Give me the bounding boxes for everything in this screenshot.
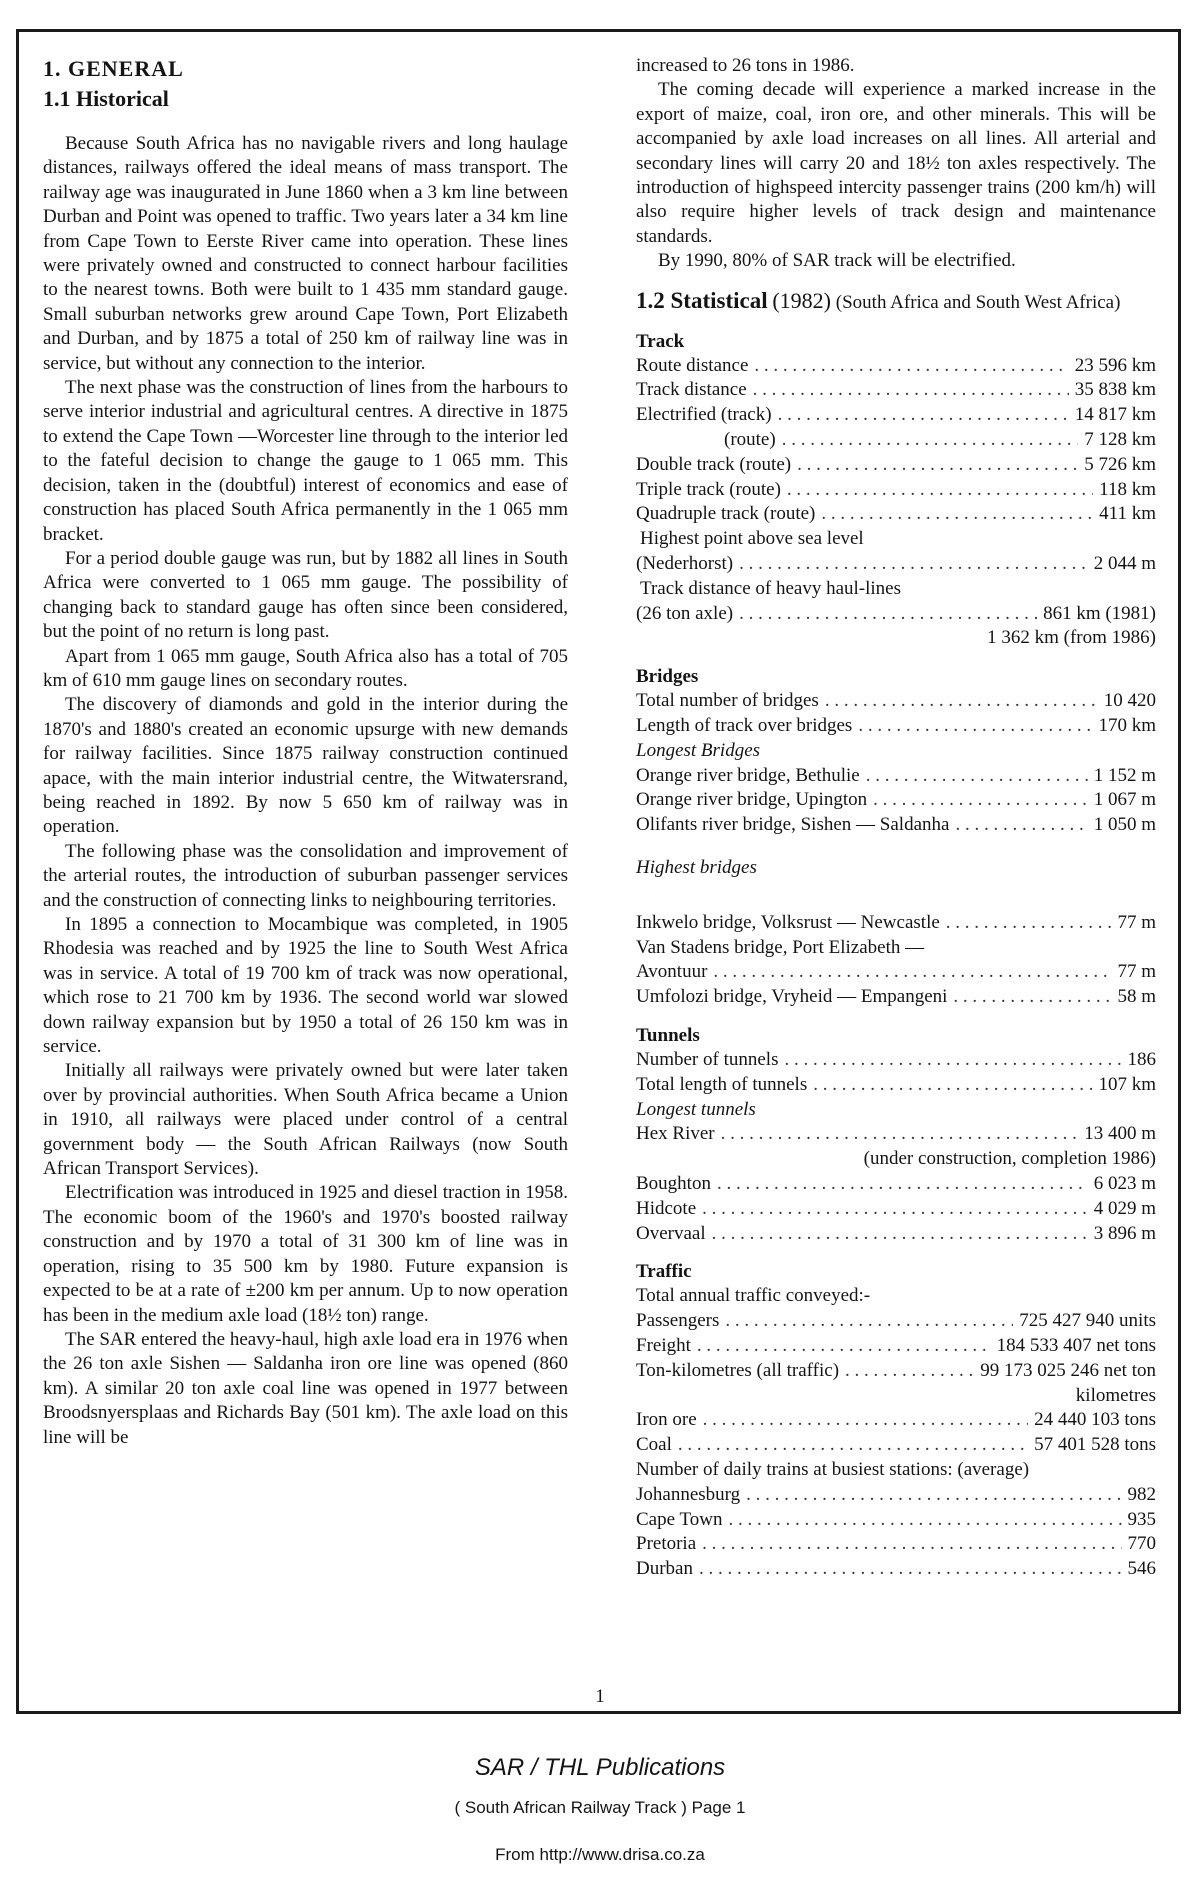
- stat-value: 861 km (1981): [1043, 602, 1156, 624]
- stat-label: Total number of bridges: [636, 690, 819, 712]
- body-paragraph: The following phase was the consolidation and improvement of the arterial routes, the introduction of suburban passenger services and the construction of connecting links to neighbouring territories.: [43, 840, 568, 911]
- stat-label-line: Van Stadens bridge, Port Elizabeth —: [636, 936, 925, 958]
- tunnels-heading: Tunnels: [636, 1024, 700, 1046]
- stat-label: Cape Town: [636, 1508, 723, 1530]
- stat-value: 1 050 m: [1093, 814, 1156, 836]
- stat-label: Hidcote: [636, 1197, 697, 1219]
- stat-label: Durban: [636, 1558, 693, 1580]
- body-paragraph: For a period double gauge was run, but by 1882 all lines in South Africa were converted to 1 065 mm gauge. The possibility of changing back to standard gauge has often since been considered, but the point of no return is long past.: [43, 547, 568, 643]
- stat-row: [636, 1334, 1156, 1359]
- stat-value: 57 401 528 tons: [1034, 1434, 1156, 1456]
- longest-bridges-subheading: Longest Bridges: [636, 739, 761, 761]
- stat-label: Number of tunnels: [636, 1048, 779, 1070]
- stat-label: Orange river bridge, Upington: [636, 789, 868, 811]
- leader-dots: [754, 354, 1068, 379]
- stat-value: 107 km: [1098, 1073, 1156, 1095]
- stat-row: [636, 1073, 1156, 1098]
- stat-row: [636, 813, 1156, 838]
- stat-value: 4 029 m: [1093, 1197, 1156, 1219]
- stat-row: [636, 378, 1156, 403]
- stat-value: 546: [1127, 1558, 1156, 1580]
- body-paragraph: The next phase was the construction of lines from the harbours to serve interior industrial and agricultural centres. A directive in 1875 to extend the Cape Town —Worcester line through to the interior led to the fateful decision to change the gauge to 1 065 mm. This decision, taken in the (doubtful) interest of economics and ease of construction has placed South Africa permanently in the 1 065 mm bracket.: [43, 377, 568, 545]
- stat-value: 35 838 km: [1074, 379, 1156, 401]
- stat-value: 184 533 407 net tons: [996, 1334, 1156, 1356]
- body-paragraph: The coming decade will experience a marked increase in the export of maize, coal, iron ore, and other minerals. This will be accompanied by axle load increases on all lines. All arterial and secondary lines will carry 20 and 18½ ton axles respectively. The introduction of highspeed intercity passenger trains (200 km/h) will also require higher levels of track design and maintenance standards.: [636, 79, 1156, 247]
- leader-dots: [953, 985, 1111, 1010]
- stat-row: [636, 1309, 1156, 1334]
- stat-label-line: Number of daily trains at busiest stations: (average): [636, 1458, 1030, 1480]
- leader-dots: [721, 1122, 1079, 1147]
- stat-row: [636, 552, 1156, 577]
- stat-value: 77 m: [1117, 911, 1156, 933]
- stat-value: 118 km: [1099, 478, 1156, 500]
- statistical-heading: [636, 288, 1156, 316]
- stat-label: Double track (route): [636, 453, 792, 475]
- stat-row: [636, 453, 1156, 478]
- stat-value: 77 m: [1117, 961, 1156, 983]
- stat-label: Passengers: [636, 1310, 720, 1332]
- stat-row: [636, 428, 1156, 453]
- leader-dots: [873, 788, 1088, 813]
- leader-dots: [739, 552, 1088, 577]
- leader-dots: [703, 1408, 1028, 1433]
- leader-dots: [858, 714, 1092, 739]
- stat-value: 935: [1127, 1508, 1156, 1530]
- stat-value: 6 023 m: [1093, 1172, 1156, 1194]
- body-paragraph: Initially all railways were privately owned but were later taken over by provincial authorities. When South Africa became a Union in 1910, all railways were placed under control of a central government body — the South African Railways (now South African Transport Services).: [43, 1060, 568, 1180]
- stat-label: Umfolozi bridge, Vryheid — Empangeni: [636, 986, 948, 1008]
- stat-label: Iron ore: [636, 1409, 697, 1431]
- stat-label: Freight: [636, 1334, 691, 1356]
- leader-dots: [728, 1508, 1121, 1533]
- stat-row: [636, 1359, 1156, 1384]
- stat-row: [636, 1222, 1156, 1247]
- stat-label: Olifants river bridge, Sishen — Saldanha: [636, 814, 950, 836]
- leader-dots: [717, 1172, 1088, 1197]
- stat-label: Ton-kilometres (all traffic): [636, 1359, 840, 1381]
- stat-label: (route): [724, 429, 776, 451]
- stat-value: 1 067 m: [1093, 789, 1156, 811]
- stat-value-line: 1 362 km (from 1986): [987, 627, 1156, 649]
- body-paragraph: By 1990, 80% of SAR track will be electrified.: [658, 250, 1016, 272]
- stat-value: 2 044 m: [1093, 553, 1156, 575]
- leader-dots: [955, 813, 1087, 838]
- leader-dots: [787, 478, 1093, 503]
- stat-label-line: Highest point above sea level: [640, 528, 864, 550]
- footer-source: From http://www.drisa.co.za: [495, 1845, 705, 1864]
- leader-dots: [784, 1048, 1121, 1073]
- stat-label: Quadruple track (route): [636, 503, 816, 525]
- stat-label: Boughton: [636, 1172, 711, 1194]
- stat-label: Coal: [636, 1434, 672, 1456]
- leader-dots: [739, 602, 1037, 627]
- stat-value: 982: [1127, 1483, 1156, 1505]
- stat-row: [636, 403, 1156, 428]
- stat-label: Pretoria: [636, 1533, 697, 1555]
- stat-row: [636, 1532, 1156, 1557]
- stat-label: Overvaal: [636, 1222, 706, 1244]
- leader-dots: [699, 1557, 1122, 1582]
- body-paragraph: Because South Africa has no navigable rivers and long haulage distances, railways offered the ideal means of mass transport. The railway age was inaugurated in June 1860 when a 3 km line between Durban and Point was opened to traffic. Two years later a 34 km line from Cape Town to Eerste River came into operation. These lines were privately owned and constructed to connect harbour facilities to the nearest towns. Both were built to 1 435 mm standard gauge. Small suburban networks grew around Cape Town, Port Elizabeth and Durban, and by 1875 a total of 250 km of railway line was in service, but without any connection to the interior.: [43, 133, 568, 374]
- right-column: [636, 54, 1156, 1582]
- statistical-region: (South Africa and South West Africa): [835, 291, 1121, 313]
- leader-dots: [746, 1483, 1121, 1508]
- stat-row: [636, 1172, 1156, 1197]
- stat-row: [636, 1483, 1156, 1508]
- track-heading: Track: [636, 330, 685, 352]
- continued-text: increased to 26 tons in 1986.: [636, 55, 855, 76]
- stat-label-line: Track distance of heavy haul-lines: [640, 577, 901, 599]
- stat-value: 13 400 m: [1084, 1123, 1156, 1145]
- stat-value: 99 173 025 246 net ton: [980, 1359, 1156, 1381]
- leader-dots: [778, 403, 1069, 428]
- stat-label: Hex River: [636, 1123, 715, 1145]
- stat-value: 5 726 km: [1084, 453, 1156, 475]
- stat-row: [636, 1433, 1156, 1458]
- stat-value: 411 km: [1099, 503, 1156, 525]
- leader-dots: [845, 1359, 974, 1384]
- traffic-heading: Traffic: [636, 1261, 692, 1283]
- stat-value: 7 128 km: [1084, 429, 1156, 451]
- stat-row: [636, 689, 1156, 714]
- stat-row: [636, 502, 1156, 527]
- leader-dots: [713, 960, 1111, 985]
- page-number: 1: [595, 1686, 605, 1707]
- stat-label: Track distance: [636, 379, 747, 401]
- leader-dots: [866, 764, 1088, 789]
- stat-row: [636, 1048, 1156, 1073]
- section-heading: 1. GENERAL: [43, 56, 184, 81]
- stat-value: 23 596 km: [1074, 354, 1156, 376]
- stat-row: [636, 788, 1156, 813]
- stat-value-line: kilometres: [1075, 1384, 1156, 1406]
- stat-label: Orange river bridge, Bethulie: [636, 764, 860, 786]
- leader-dots: [782, 428, 1079, 453]
- bridges-heading: Bridges: [636, 666, 699, 688]
- stat-row: [636, 1508, 1156, 1533]
- body-paragraph: The SAR entered the heavy-haul, high axle load era in 1976 when the 26 ton axle Sishen — Saldanha iron ore line was opened (860 km). A similar 20 ton axle coal line was opened in 1977 between Broodsnyersplaas and Richards Bay (501 km). The axle load on this line will be: [43, 1328, 568, 1448]
- footer-subtitle: ( South African Railway Track ) Page 1: [454, 1798, 746, 1817]
- stat-value: 770: [1127, 1533, 1156, 1555]
- stat-row: [636, 911, 1156, 936]
- body-paragraph: Apart from 1 065 mm gauge, South Africa also has a total of 705 km of 610 mm gauge lines on secondary routes.: [43, 645, 568, 691]
- body-paragraph: In 1895 a connection to Mocambique was completed, in 1905 Rhodesia was reached and by 1925 the line to South West Africa was in service. A total of 19 700 km of track was now operational, which rose to 21 700 km by 1936. The second world war slowed down railway expansion but by 1950 a total of 26 150 km was in service.: [43, 914, 568, 1058]
- stat-value: 186: [1127, 1048, 1156, 1070]
- left-column: [43, 54, 568, 1450]
- stat-row: [636, 960, 1156, 985]
- stat-label: Electrified (track): [636, 404, 772, 426]
- stat-label: Inkwelo bridge, Volksrust — Newcastle: [636, 911, 940, 933]
- stat-row: [636, 602, 1156, 627]
- stat-value: 1 152 m: [1093, 764, 1156, 786]
- leader-dots: [946, 911, 1112, 936]
- stat-label: Total length of tunnels: [636, 1073, 808, 1095]
- leader-dots: [813, 1073, 1092, 1098]
- stat-label: Avontuur: [636, 961, 708, 983]
- leader-dots: [702, 1532, 1121, 1557]
- stat-value: 170 km: [1098, 715, 1156, 737]
- stat-label: (26 ton axle): [636, 602, 734, 624]
- leader-dots: [821, 502, 1093, 527]
- stat-row: [636, 478, 1156, 503]
- statistical-year: (1982): [772, 287, 832, 313]
- subsection-heading: 1.1 Historical: [43, 86, 169, 111]
- leader-dots: [678, 1433, 1028, 1458]
- stat-value: 58 m: [1117, 986, 1156, 1008]
- stat-value: 24 440 103 tons: [1034, 1409, 1156, 1431]
- leader-dots: [712, 1222, 1088, 1247]
- body-paragraph: The discovery of diamonds and gold in the interior during the 1870's and 1880's created an economic upsurge with new demands for railway facilities. Since 1875 railway construction continued apace, with the main interior industrial centre, the Witwatersrand, being reached in 1892. By now 5 650 km of railway was in operation.: [43, 694, 568, 838]
- stat-label: Route distance: [636, 354, 749, 376]
- leader-dots: [825, 689, 1098, 714]
- stat-label: Length of track over bridges: [636, 715, 853, 737]
- stat-row: [636, 985, 1156, 1010]
- leader-dots: [697, 1334, 991, 1359]
- stat-value: 10 420: [1103, 690, 1156, 712]
- stat-row: [636, 1557, 1156, 1582]
- longest-tunnels-subheading: Longest tunnels: [636, 1098, 756, 1120]
- stat-value: 725 427 940 units: [1019, 1310, 1156, 1332]
- stat-label-line: Total annual traffic conveyed:-: [636, 1285, 871, 1307]
- stat-row: [636, 714, 1156, 739]
- stat-label: (Nederhorst): [636, 553, 734, 575]
- leader-dots: [797, 453, 1078, 478]
- statistical-title: 1.2 Statistical: [636, 287, 768, 313]
- stat-row: [636, 1408, 1156, 1433]
- stat-row: [636, 764, 1156, 789]
- stat-value: 3 896 m: [1093, 1222, 1156, 1244]
- stat-value: 14 817 km: [1074, 404, 1156, 426]
- leader-dots: [702, 1197, 1088, 1222]
- stat-label: Triple track (route): [636, 478, 781, 500]
- footer-title: SAR / THL Publications: [474, 1754, 726, 1781]
- leader-dots: [725, 1309, 1013, 1334]
- stat-row: [636, 1197, 1156, 1222]
- stat-label: Johannesburg: [636, 1483, 741, 1505]
- highest-bridges-subheading: Highest bridges: [636, 857, 757, 878]
- leader-dots: [753, 378, 1069, 403]
- body-paragraph: Electrification was introduced in 1925 and diesel traction in 1958. The economic boom of the 1960's and 1970's boosted railway construction and by 1970 a total of 31 300 km of line was in operation, rising to 35 500 km by 1980. Future expansion is expected to be at a rate of ±200 km per annum. Up to now operation has been in the medium axle load (18½ ton) range.: [43, 1182, 568, 1326]
- stat-row: [636, 1122, 1156, 1147]
- stat-note: (under construction, completion 1986): [863, 1148, 1156, 1170]
- stat-row: [636, 354, 1156, 379]
